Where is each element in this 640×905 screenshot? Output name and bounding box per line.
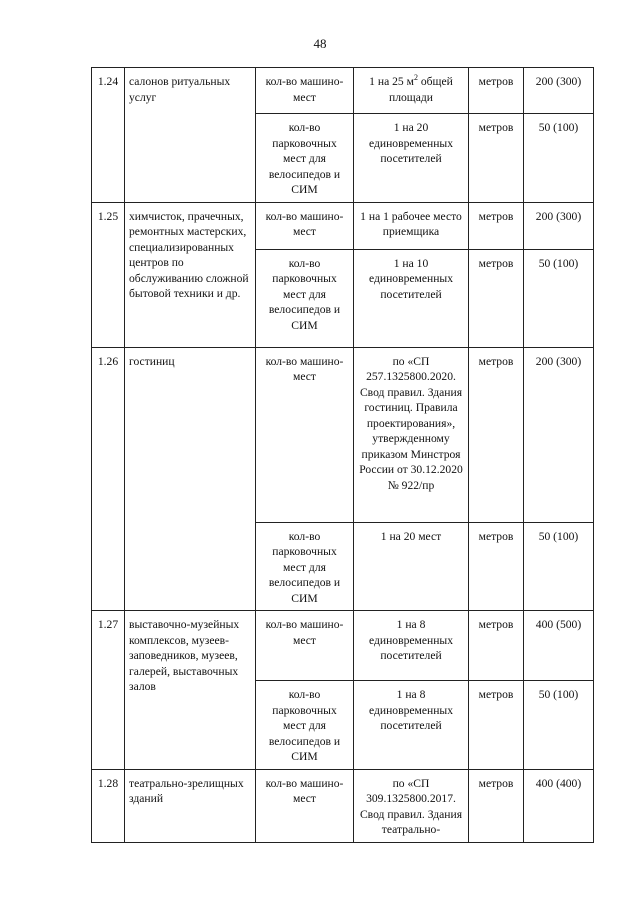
norm-cell: 1 на 20 мест: [354, 522, 469, 611]
row-number: 1.24: [92, 68, 125, 203]
unit-cell: метров: [469, 522, 524, 611]
facility-name: театрально-зрелищных зданий: [125, 769, 256, 842]
distance-cell: 200 (300): [524, 347, 594, 522]
indicator-cell: кол-во парковочных мест для велосипедов и СИМ: [256, 681, 354, 770]
unit-cell: метров: [469, 114, 524, 203]
indicator-cell: кол-во машино-мест: [256, 68, 354, 114]
facility-name: салонов ритуальных услуг: [125, 68, 256, 203]
unit-cell: метров: [469, 611, 524, 681]
table-row: [92, 202, 594, 249]
table-row: [92, 611, 594, 681]
norm-cell: по «СП 257.1325800.2020. Свод правил. Здания гостиниц. Правила проектирования», утвержденному приказом Минстроя России от 30.12.2020 № 922/пр: [354, 347, 469, 522]
unit-cell: метров: [469, 249, 524, 347]
unit-cell: метров: [469, 68, 524, 114]
table-row: [92, 769, 594, 842]
distance-cell: 50 (100): [524, 681, 594, 770]
row-number: 1.27: [92, 611, 125, 770]
distance-cell: 200 (300): [524, 68, 594, 114]
table-row: [92, 68, 594, 114]
indicator-cell: кол-во машино-мест: [256, 202, 354, 249]
norm-cell: 1 на 10 единовременных посетителей: [354, 249, 469, 347]
norm-cell: 1 на 8 единовременных посетителей: [354, 681, 469, 770]
row-number: 1.25: [92, 202, 125, 347]
facility-name: химчисток, прачечных, ремонтных мастерских, специализированных центров по обслуживанию сложной бытовой техники и др.: [125, 202, 256, 347]
distance-cell: 50 (100): [524, 522, 594, 611]
norm-cell: 1 на 1 рабочее место приемщика: [354, 202, 469, 249]
norm-superscript: 2: [413, 73, 418, 83]
indicator-cell: кол-во парковочных мест для велосипедов и СИМ: [256, 249, 354, 347]
norm-cell: [354, 68, 469, 114]
unit-cell: метров: [469, 202, 524, 249]
distance-cell: 50 (100): [524, 114, 594, 203]
norm-text: 1 на 25 м: [369, 75, 414, 88]
table-row: [92, 347, 594, 522]
indicator-cell: кол-во машино-мест: [256, 347, 354, 522]
distance-cell: 200 (300): [524, 202, 594, 249]
distance-cell: 400 (400): [524, 769, 594, 842]
norm-cell: по «СП 309.1325800.2017. Свод правил. Здания театрально-: [354, 769, 469, 842]
page-number: 48: [313, 36, 327, 51]
unit-cell: метров: [469, 769, 524, 842]
indicator-cell: кол-во парковочных мест для велосипедов и СИМ: [256, 522, 354, 611]
indicator-cell: кол-во машино-мест: [256, 611, 354, 681]
row-number: 1.26: [92, 347, 125, 611]
facility-name: гостиниц: [125, 347, 256, 611]
distance-cell: 400 (500): [524, 611, 594, 681]
indicator-cell: кол-во машино-мест: [256, 769, 354, 842]
facility-name: выставочно-музейных комплексов, музеев-заповедников, музеев, галерей, выставочных залов: [125, 611, 256, 770]
norm-cell: 1 на 8 единовременных посетителей: [354, 611, 469, 681]
distance-cell: 50 (100): [524, 249, 594, 347]
norm-cell: 1 на 20 единовременных посетителей: [354, 114, 469, 203]
unit-cell: метров: [469, 347, 524, 522]
row-number: 1.28: [92, 769, 125, 842]
unit-cell: метров: [469, 681, 524, 770]
indicator-cell: кол-во парковочных мест для велосипедов и СИМ: [256, 114, 354, 203]
parking-norms-table: [91, 67, 594, 843]
norm-text: общей площади: [389, 75, 453, 104]
